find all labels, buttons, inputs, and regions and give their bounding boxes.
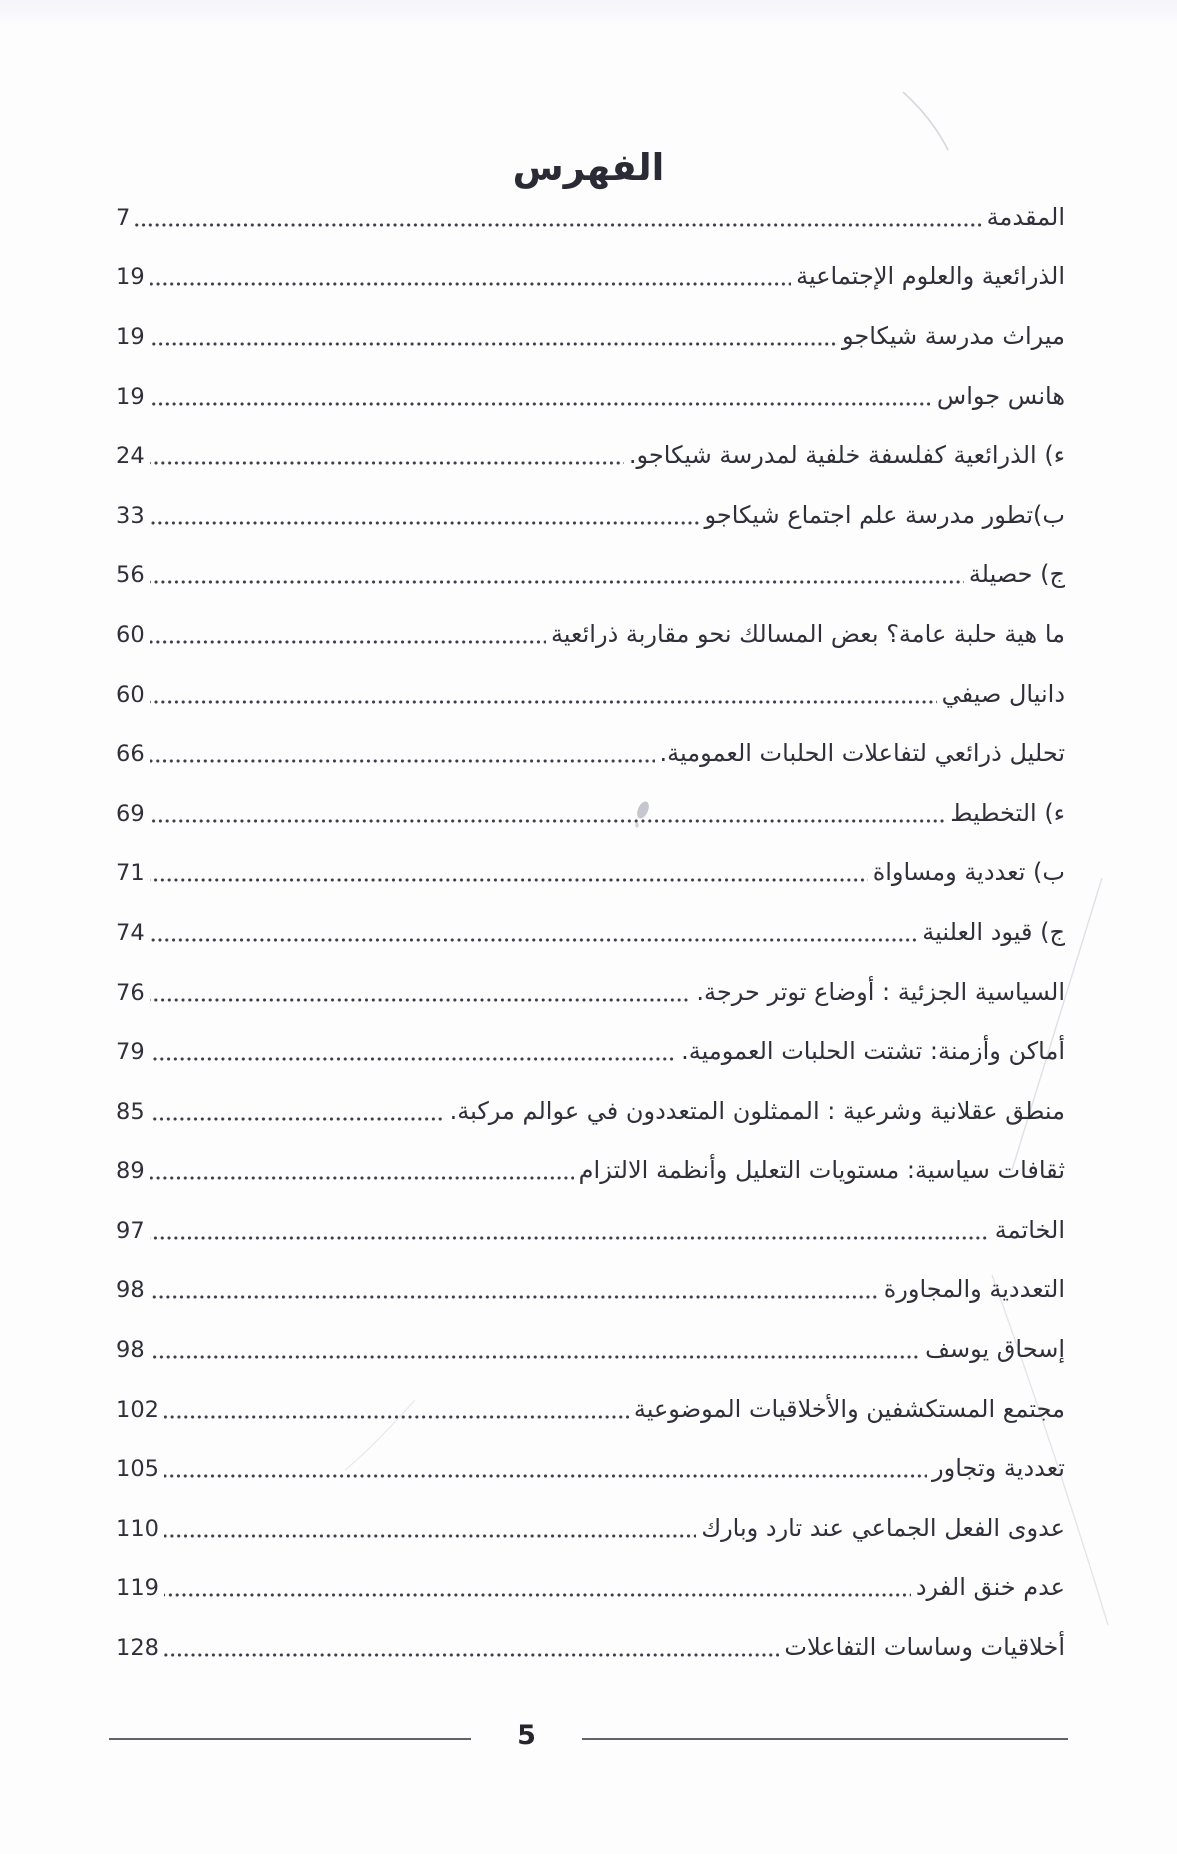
dot-leader: [150, 996, 692, 1004]
dot-leader: [150, 1293, 879, 1301]
toc-entry: [116, 1500, 1065, 1560]
toc-entry-label: ثقافات سياسية: مستويات التعليل وأنظمة الالتزام: [578, 1156, 1065, 1185]
toc-entry-label: ب) تعددية ومساواة: [872, 858, 1065, 887]
footer-page-number: 5: [517, 1720, 536, 1751]
toc-entry: [116, 1619, 1065, 1679]
toc-entry: [116, 845, 1065, 905]
toc-entry: [116, 964, 1065, 1024]
dot-leader: [164, 1651, 779, 1659]
dot-leader: [150, 340, 837, 348]
toc-entry: [116, 427, 1065, 487]
dot-leader: [135, 221, 981, 229]
toc-entry: [116, 1143, 1065, 1203]
toc-entry-label: هانس جواس: [936, 381, 1065, 410]
footer-rule-left: [109, 1738, 471, 1740]
toc-entry-label: أماكن وأزمنة: تشتت الحلبات العمومية.: [681, 1037, 1065, 1066]
dot-leader: [150, 1174, 574, 1182]
toc-entry-label: إسحاق يوسف: [925, 1335, 1065, 1364]
toc-entry-label: الذرائعية والعلوم الإجتماعية: [796, 262, 1065, 291]
toc-entry: [116, 1023, 1065, 1083]
toc-entry: [116, 368, 1065, 428]
toc-entry-page-number: 98: [116, 1337, 145, 1364]
toc-entry: [116, 189, 1065, 249]
toc-entry-label: منطق عقلانية وشرعية : الممثلون المتعددون في عوالم مركبة.: [449, 1096, 1065, 1125]
toc-entry-label: المقدمة: [986, 202, 1065, 231]
toc-entry-page-number: 76: [116, 979, 145, 1006]
footer-rule-right: [582, 1738, 1068, 1740]
dot-leader: [150, 876, 868, 884]
toc-entry-page-number: 66: [116, 741, 145, 768]
dot-leader: [150, 280, 791, 288]
toc-entry-page-number: 24: [116, 443, 145, 470]
toc-entry-label: السياسية الجزئية : أوضاع توتر حرجة.: [696, 977, 1065, 1006]
toc-entry: [116, 785, 1065, 845]
toc-entry-page-number: 74: [116, 919, 145, 946]
dot-leader: [150, 578, 964, 586]
toc-entry-page-number: 105: [116, 1456, 159, 1483]
toc-entry: [116, 1202, 1065, 1262]
dot-leader: [164, 1472, 927, 1480]
page-title: الفهرس: [512, 146, 665, 189]
dot-leader: [150, 519, 700, 527]
toc-entry: [116, 1440, 1065, 1500]
dot-leader: [164, 1532, 696, 1540]
toc-entry-label: ء) التخطيط: [950, 798, 1065, 827]
dot-leader: [150, 400, 932, 408]
toc-entry: [116, 308, 1065, 368]
toc-entry-page-number: 128: [116, 1635, 159, 1662]
toc-entry-label: ج) قيود العلنية: [922, 917, 1065, 946]
dot-leader: [150, 1353, 920, 1361]
toc-entry-page-number: 56: [116, 562, 145, 589]
dot-leader: [150, 936, 918, 944]
dot-leader: [150, 1115, 445, 1123]
dot-leader: [164, 1591, 911, 1599]
toc-entry: [116, 725, 1065, 785]
toc-entry-page-number: 119: [116, 1575, 159, 1602]
dot-leader: [150, 459, 624, 467]
toc-entry-label: ب)تطور مدرسة علم اجتماع شيكاجو: [704, 500, 1065, 529]
toc-entry-page-number: 19: [116, 323, 145, 350]
dot-leader: [150, 817, 946, 825]
toc-entry-page-number: 60: [116, 681, 145, 708]
toc-entry-page-number: 89: [116, 1158, 145, 1185]
toc-entry-label: عدم خنق الفرد: [915, 1573, 1065, 1602]
dot-leader: [150, 1234, 990, 1242]
toc-entry-label: الخاتمة: [994, 1215, 1065, 1244]
dot-leader: [150, 638, 546, 646]
toc-entry: [116, 1262, 1065, 1322]
toc-entry-label: مجتمع المستكشفين والأخلاقيات الموضوعية: [633, 1394, 1065, 1423]
toc-entry-page-number: 7: [116, 204, 131, 231]
toc-list: [116, 189, 1065, 1679]
toc-entry-page-number: 85: [116, 1098, 145, 1125]
toc-entry: [116, 487, 1065, 547]
toc-entry-page-number: 60: [116, 621, 145, 648]
toc-entry-page-number: 71: [116, 860, 145, 887]
toc-entry-page-number: 19: [116, 264, 145, 291]
toc-entry-label: تحليل ذرائعي لتفاعلات الحلبات العمومية.: [659, 739, 1065, 768]
toc-entry: [116, 606, 1065, 666]
toc-entry: [116, 904, 1065, 964]
toc-entry-label: تعددية وتجاور: [932, 1454, 1065, 1483]
toc-entry-label: دانيال صيفي: [941, 679, 1065, 708]
toc-entry: [116, 1083, 1065, 1143]
toc-entry-page-number: 98: [116, 1277, 145, 1304]
toc-entry-label: التعددية والمجاورة: [883, 1275, 1065, 1304]
toc-entry-label: ج) حصيلة: [968, 560, 1065, 589]
toc-entry-label: عدوى الفعل الجماعي عند تارد وبارك: [701, 1513, 1065, 1542]
toc-entry-label: ميراث مدرسة شيكاجو: [841, 321, 1065, 350]
dot-leader: [150, 1055, 677, 1063]
toc-entry: [116, 1381, 1065, 1441]
toc-entry-page-number: 102: [116, 1396, 159, 1423]
toc-entry: [116, 666, 1065, 726]
toc-entry: [116, 1560, 1065, 1620]
toc-entry: [116, 547, 1065, 607]
dot-leader: [150, 698, 937, 706]
toc-entry-page-number: 97: [116, 1217, 145, 1244]
toc-entry-page-number: 69: [116, 800, 145, 827]
toc-entry-page-number: 19: [116, 383, 145, 410]
page-footer: [0, 1720, 1177, 1754]
toc-entry-label: أخلاقيات وساسات التفاعلات: [784, 1633, 1065, 1662]
toc-entry-page-number: 33: [116, 502, 145, 529]
toc-entry-label: ء) الذرائعية كفلسفة خلفية لمدرسة شيكاجو.: [628, 441, 1065, 470]
dot-leader: [150, 757, 655, 765]
dot-leader: [164, 1413, 629, 1421]
toc-entry: [116, 249, 1065, 309]
toc-entry-page-number: 110: [116, 1515, 159, 1542]
toc-entry: [116, 1321, 1065, 1381]
toc-entry-page-number: 79: [116, 1039, 145, 1066]
toc-entry-label: ما هية حلبة عامة؟ بعض المسالك نحو مقاربة ذرائعية: [550, 619, 1065, 648]
